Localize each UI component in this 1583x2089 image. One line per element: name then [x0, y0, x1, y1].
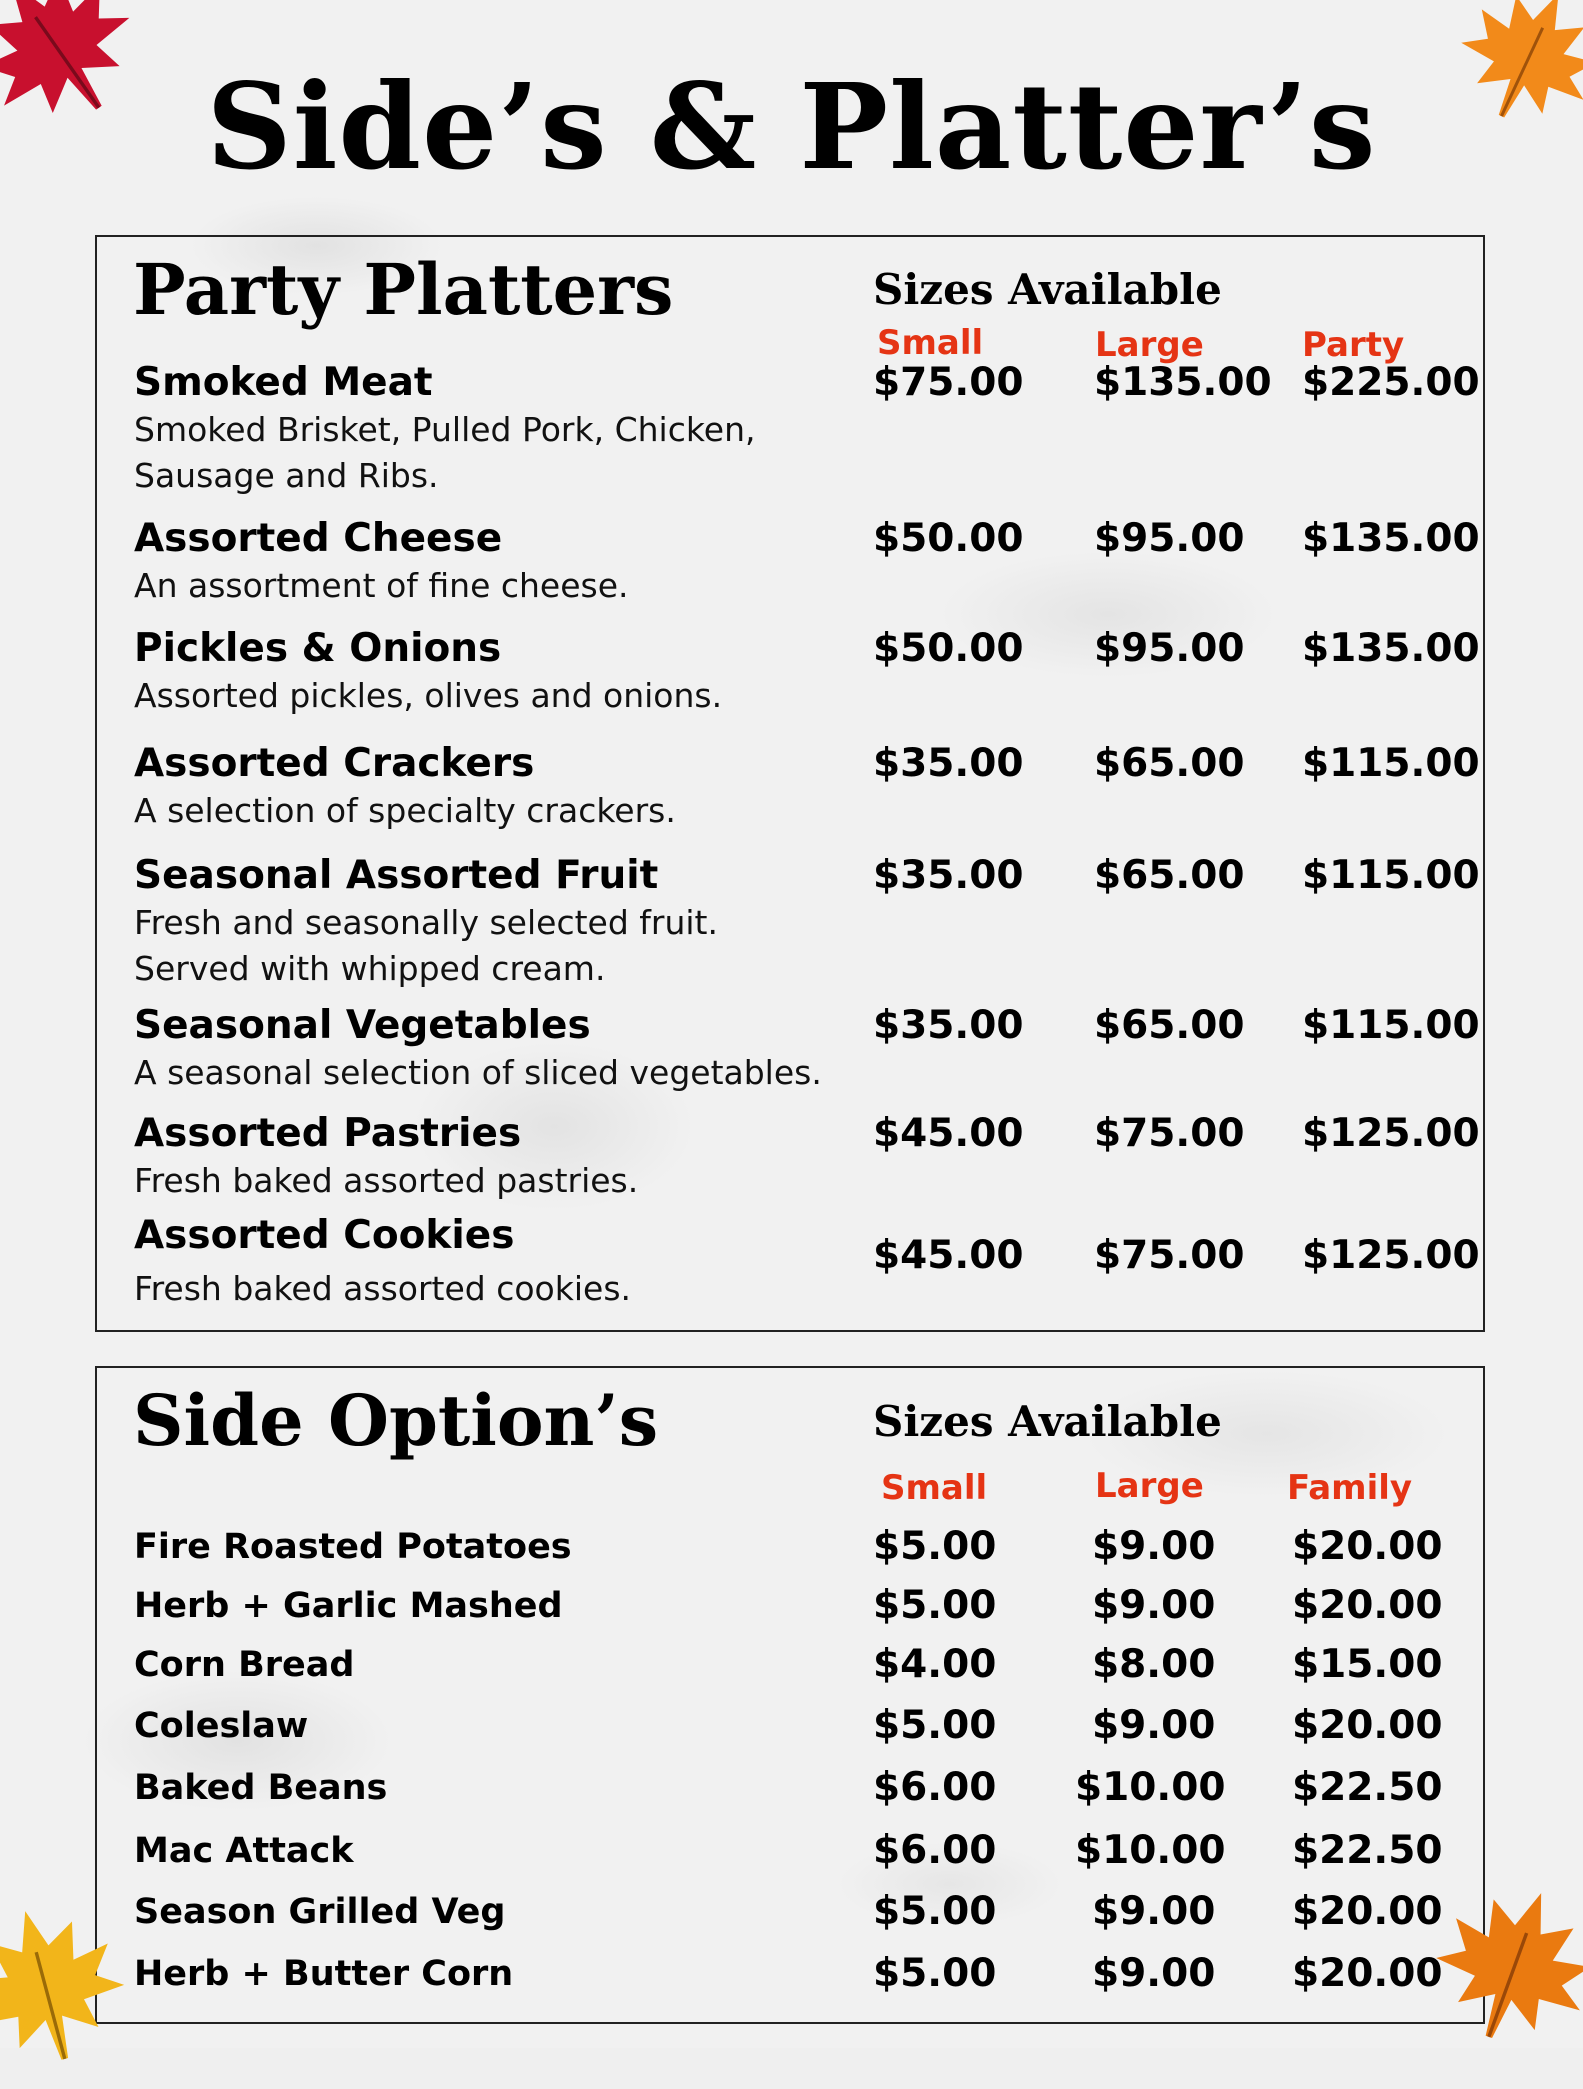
side-price-family: $20.00	[1292, 1524, 1443, 1569]
platters-size-party-label: Party	[1302, 325, 1405, 365]
platter-price-large: $65.00	[1094, 741, 1245, 786]
platter-price-small: $50.00	[873, 516, 1024, 561]
platter-price-large: $95.00	[1094, 626, 1245, 671]
side-price-small: $4.00	[873, 1642, 997, 1687]
party-platters-panel	[95, 235, 1485, 1332]
platter-price-party: $135.00	[1302, 516, 1480, 561]
platter-item-name: Assorted Cheese	[134, 516, 503, 561]
page-title: Side’s & Platter’s	[206, 57, 1377, 196]
platter-price-small: $35.00	[873, 853, 1024, 898]
side-price-family: $20.00	[1292, 1889, 1443, 1934]
platter-item-name: Assorted Pastries	[134, 1111, 522, 1156]
platters-size-small-label: Small	[877, 323, 984, 363]
side-price-large: $9.00	[1092, 1951, 1216, 1996]
platter-item-desc: A selection of specialty crackers.	[134, 791, 676, 830]
platter-price-large: $65.00	[1094, 1003, 1245, 1048]
side-price-large: $10.00	[1075, 1828, 1226, 1873]
sides-size-family-label: Family	[1287, 1468, 1413, 1508]
platter-price-party: $135.00	[1302, 626, 1480, 671]
party-platters-heading: Party Platters	[133, 248, 674, 331]
platter-item-desc: An assortment of fine cheese.	[134, 566, 629, 605]
platter-price-small: $35.00	[873, 1003, 1024, 1048]
platter-price-small: $35.00	[873, 741, 1024, 786]
side-price-small: $5.00	[873, 1524, 997, 1569]
platter-item-name: Assorted Crackers	[134, 741, 535, 786]
platter-price-large: $95.00	[1094, 516, 1245, 561]
platter-item-desc: Fresh baked assorted pastries.	[134, 1161, 639, 1200]
side-price-family: $22.50	[1292, 1828, 1443, 1873]
platter-item-desc: Assorted pickles, olives and onions.	[134, 676, 723, 715]
platter-price-large: $75.00	[1094, 1233, 1245, 1278]
side-price-family: $20.00	[1292, 1951, 1443, 1996]
platter-price-large: $135.00	[1094, 360, 1272, 405]
side-price-large: $9.00	[1092, 1703, 1216, 1748]
sides-size-small-label: Small	[881, 1468, 988, 1508]
side-price-large: $9.00	[1092, 1889, 1216, 1934]
platter-price-large: $75.00	[1094, 1111, 1245, 1156]
platter-item-name: Assorted Cookies	[134, 1213, 515, 1258]
platter-item-desc: Smoked Brisket, Pulled Pork, Chicken, Sausage and Ribs.	[134, 410, 756, 495]
side-price-small: $5.00	[873, 1583, 997, 1628]
platter-item-name: Seasonal Assorted Fruit	[134, 853, 659, 898]
platter-item-desc: A seasonal selection of sliced vegetables.	[134, 1053, 822, 1092]
side-price-small: $5.00	[873, 1951, 997, 1996]
platter-price-party: $125.00	[1302, 1111, 1480, 1156]
platter-item-name: Seasonal Vegetables	[134, 1003, 591, 1048]
platters-sizes-available-label: Sizes Available	[873, 265, 1222, 314]
sides-sizes-available-label: Sizes Available	[873, 1397, 1222, 1446]
side-price-small: $5.00	[873, 1703, 997, 1748]
side-price-family: $15.00	[1292, 1642, 1443, 1687]
sides-size-large-label: Large	[1095, 1466, 1204, 1506]
side-item-name: Herb + Butter Corn	[134, 1954, 514, 1994]
side-price-large: $9.00	[1092, 1524, 1216, 1569]
platter-price-small: $45.00	[873, 1233, 1024, 1278]
side-price-small: $6.00	[873, 1828, 997, 1873]
platter-item-desc: Fresh baked assorted cookies.	[134, 1269, 631, 1308]
platters-size-large-label: Large	[1095, 325, 1204, 365]
side-price-large: $8.00	[1092, 1642, 1216, 1687]
side-item-name: Corn Bread	[134, 1645, 355, 1685]
side-price-large: $10.00	[1075, 1765, 1226, 1810]
side-price-family: $20.00	[1292, 1583, 1443, 1628]
side-price-small: $5.00	[873, 1889, 997, 1934]
platter-price-party: $225.00	[1302, 360, 1480, 405]
platter-price-party: $115.00	[1302, 853, 1480, 898]
side-item-name: Season Grilled Veg	[134, 1892, 506, 1932]
platter-price-small: $75.00	[873, 360, 1024, 405]
platter-price-large: $65.00	[1094, 853, 1245, 898]
side-item-name: Herb + Garlic Mashed	[134, 1586, 563, 1626]
platter-price-small: $50.00	[873, 626, 1024, 671]
platter-price-party: $125.00	[1302, 1233, 1480, 1278]
platter-price-small: $45.00	[873, 1111, 1024, 1156]
platter-price-party: $115.00	[1302, 741, 1480, 786]
side-price-large: $9.00	[1092, 1583, 1216, 1628]
platter-item-desc: Fresh and seasonally selected fruit. Served with whipped cream.	[134, 903, 718, 988]
side-options-heading: Side Option’s	[133, 1379, 659, 1462]
side-item-name: Coleslaw	[134, 1706, 309, 1746]
side-price-family: $22.50	[1292, 1765, 1443, 1810]
platter-price-party: $115.00	[1302, 1003, 1480, 1048]
platter-item-name: Pickles & Onions	[134, 626, 502, 671]
side-item-name: Mac Attack	[134, 1831, 354, 1871]
side-price-small: $6.00	[873, 1765, 997, 1810]
side-price-family: $20.00	[1292, 1703, 1443, 1748]
side-options-panel	[95, 1366, 1485, 2024]
side-item-name: Fire Roasted Potatoes	[134, 1527, 572, 1567]
platter-item-name: Smoked Meat	[134, 360, 433, 405]
side-item-name: Baked Beans	[134, 1768, 388, 1808]
